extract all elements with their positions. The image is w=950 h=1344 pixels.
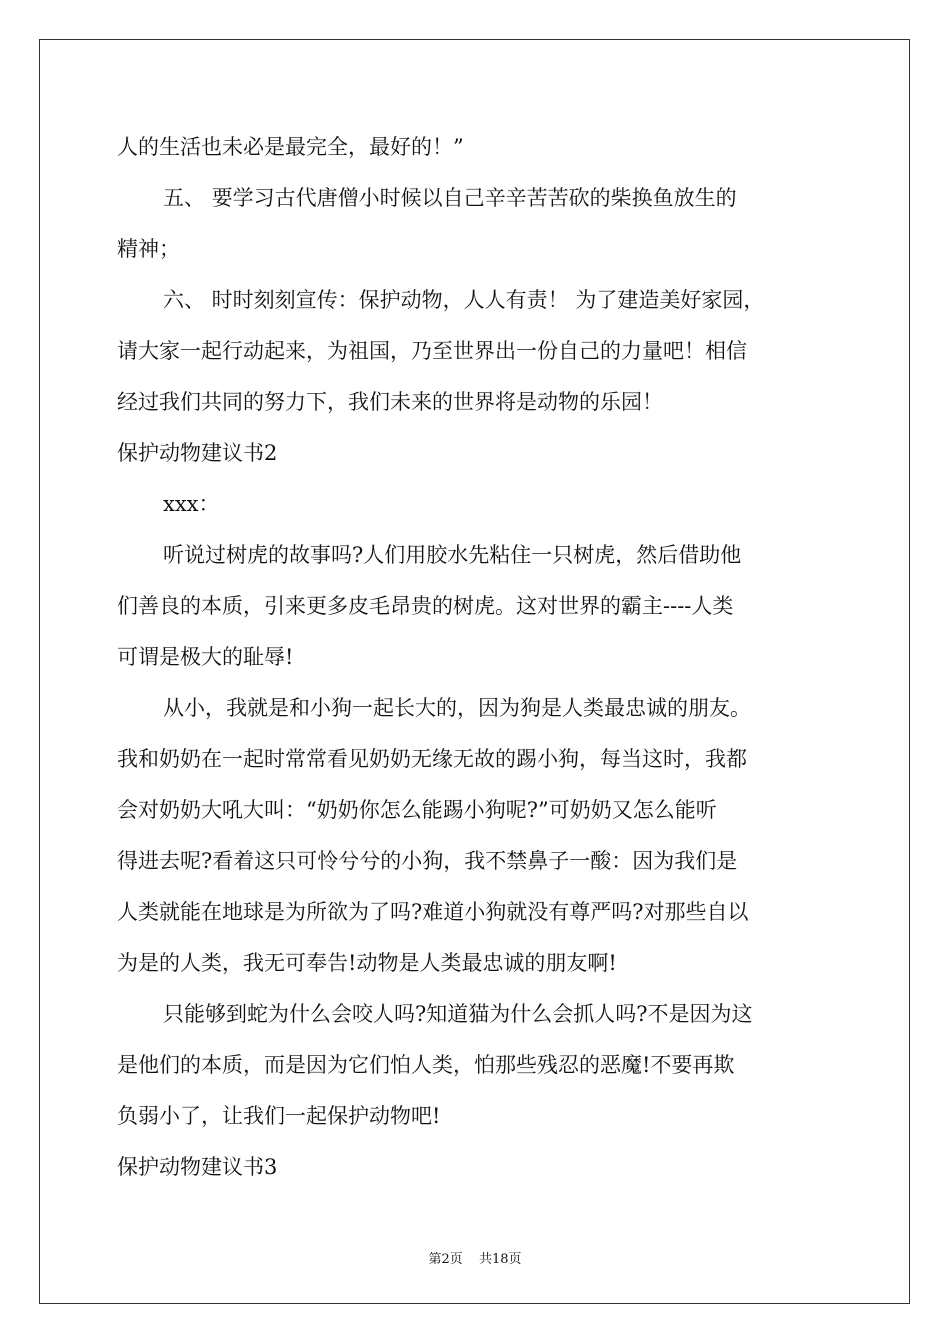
- document-body: [117, 122, 837, 1193]
- paragraph-line: 经过我们共同的努力下，我们未来的世界将是动物的乐园！: [117, 390, 663, 414]
- paragraph-line: 从小，我就是和小狗一起长大的，因为狗是人类最忠诚的朋友。: [163, 696, 751, 720]
- paragraph-line: 得进去呢?看着这只可怜兮兮的小狗，我不禁鼻子一酸：因为我们是: [117, 849, 738, 873]
- salutation: xxx：: [163, 492, 220, 516]
- section-heading: 保护动物建议书2: [117, 441, 278, 465]
- paragraph-line: 精神；: [117, 237, 180, 261]
- paragraph-line: 负弱小了，让我们一起保护动物吧!: [117, 1104, 441, 1128]
- paragraph-line: 我和奶奶在一起时常常看见奶奶无缘无故的踢小狗，每当这时，我都: [117, 747, 747, 771]
- paragraph-line: 请大家一起行动起来，为祖国，乃至世界出一份自己的力量吧！相信: [117, 339, 747, 363]
- total-pages: 共18页: [478, 1252, 522, 1267]
- paragraph-line: 是他们的本质，而是因为它们怕人类，怕那些残忍的恶魔!不要再欺: [117, 1053, 735, 1077]
- paragraph-line: 会对奶奶大吼大叫：“奶奶你怎么能踢小狗呢?”可奶奶又怎么能听: [117, 798, 717, 822]
- page-number: 第2页: [428, 1252, 463, 1267]
- paragraph-line: 为是的人类，我无可奉告!动物是人类最忠诚的朋友啊!: [117, 951, 617, 975]
- paragraph-line: 可谓是极大的耻辱!: [117, 645, 294, 669]
- paragraph-line: 只能够到蛇为什么会咬人吗?知道猫为什么会抓人吗?不是因为这: [163, 1002, 753, 1026]
- section-heading: 保护动物建议书3: [117, 1155, 278, 1179]
- page-footer: [0, 1248, 950, 1267]
- paragraph-line: 人的生活也未必是最完全，最好的！”: [117, 135, 464, 159]
- paragraph-line: 五、 要学习古代唐僧小时候以自己辛辛苦苦砍的柴换鱼放生的: [163, 186, 737, 210]
- paragraph-line: 们善良的本质，引来更多皮毛昂贵的树虎。这对世界的霸主----人类: [117, 594, 734, 618]
- paragraph-line: 听说过树虎的故事吗?人们用胶水先粘住一只树虎，然后借助他: [163, 543, 742, 567]
- paragraph-line: 六、 时时刻刻宣传：保护动物，人人有责！ 为了建造美好家园，: [163, 288, 765, 312]
- paragraph-line: 人类就能在地球是为所欲为了吗?难道小狗就没有尊严吗?对那些自以: [117, 900, 749, 924]
